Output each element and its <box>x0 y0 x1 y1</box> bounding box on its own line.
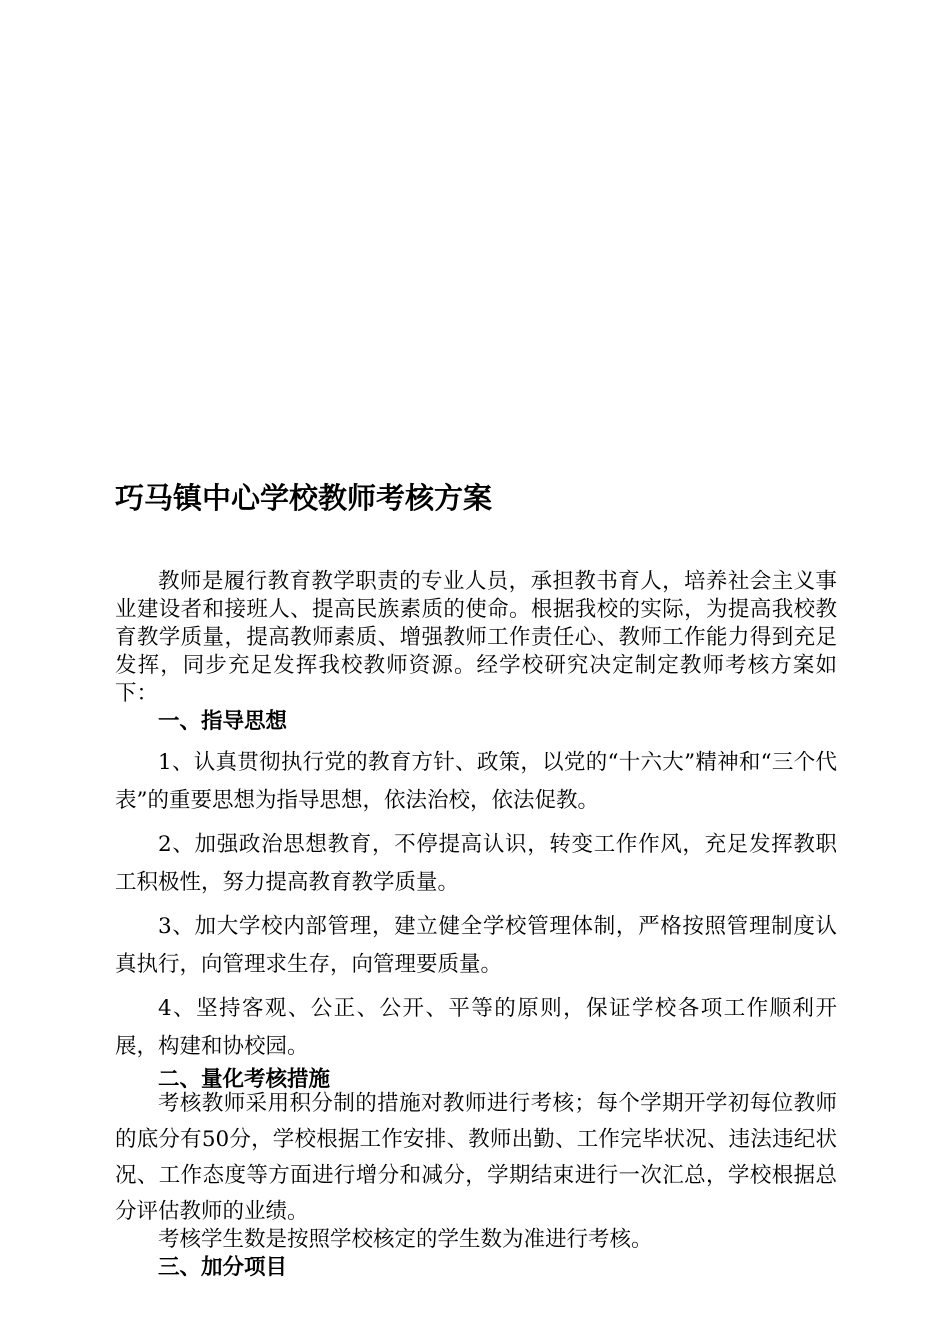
guiding-item-3: 3、加大学校内部管理，建立健全学校管理体制，严格按照管理制度认真执行，向管理求生存，向管理要质量。 <box>115 914 837 977</box>
assessment-paragraph-2: 考核学生数是按照学校核定的学生数为准进行考核。 <box>158 1227 653 1252</box>
section-heading-bonus-items: 三、加分项目 <box>158 1255 288 1280</box>
intro-paragraph: 教师是履行教育教学职责的专业人员，承担教书育人，培养社会主义事业建设者和接班人、提高民族素质的使命。根据我校的实际，为提高我校教育教学质量，提高教师素质、增强教师工作责任心、教师工作能力得到充足发挥，同步充足发挥我校教师资源。经学校研究决定制定教师考核方案如下： <box>115 569 837 706</box>
assessment-paragraph-1: 考核教师采用积分制的措施对教师进行考核；每个学期开学初每位教师的底分有50分，学校根据工作安排、教师出勤、工作完毕状况、违法违纪状况、工作态度等方面进行增分和减分，学期结束进行一次汇总，学校根据总分评估教师的业绩。 <box>115 1091 837 1224</box>
document-title: 巧马镇中心学校教师考核方案 <box>115 481 493 515</box>
guiding-item-1: 1、认真贯彻执行党的教育方针、政策，以党的“十六大”精神和“三个代表”的重要思想为指导思想，依法治校，依法促教。 <box>115 750 837 813</box>
document-body <box>115 568 837 1282</box>
section-heading-guiding-thought: 一、指导思想 <box>158 709 288 734</box>
guiding-item-2: 2、加强政治思想教育，不停提高认识，转变工作作风，充足发挥教职工积极性，努力提高教育教学质量。 <box>115 832 837 895</box>
guiding-item-4: 4、坚持客观、公正、公开、平等的原则，保证学校各项工作顺利开展，构建和协校园。 <box>115 996 837 1059</box>
section-heading-quantitative-assessment: 二、量化考核措施 <box>158 1067 331 1092</box>
